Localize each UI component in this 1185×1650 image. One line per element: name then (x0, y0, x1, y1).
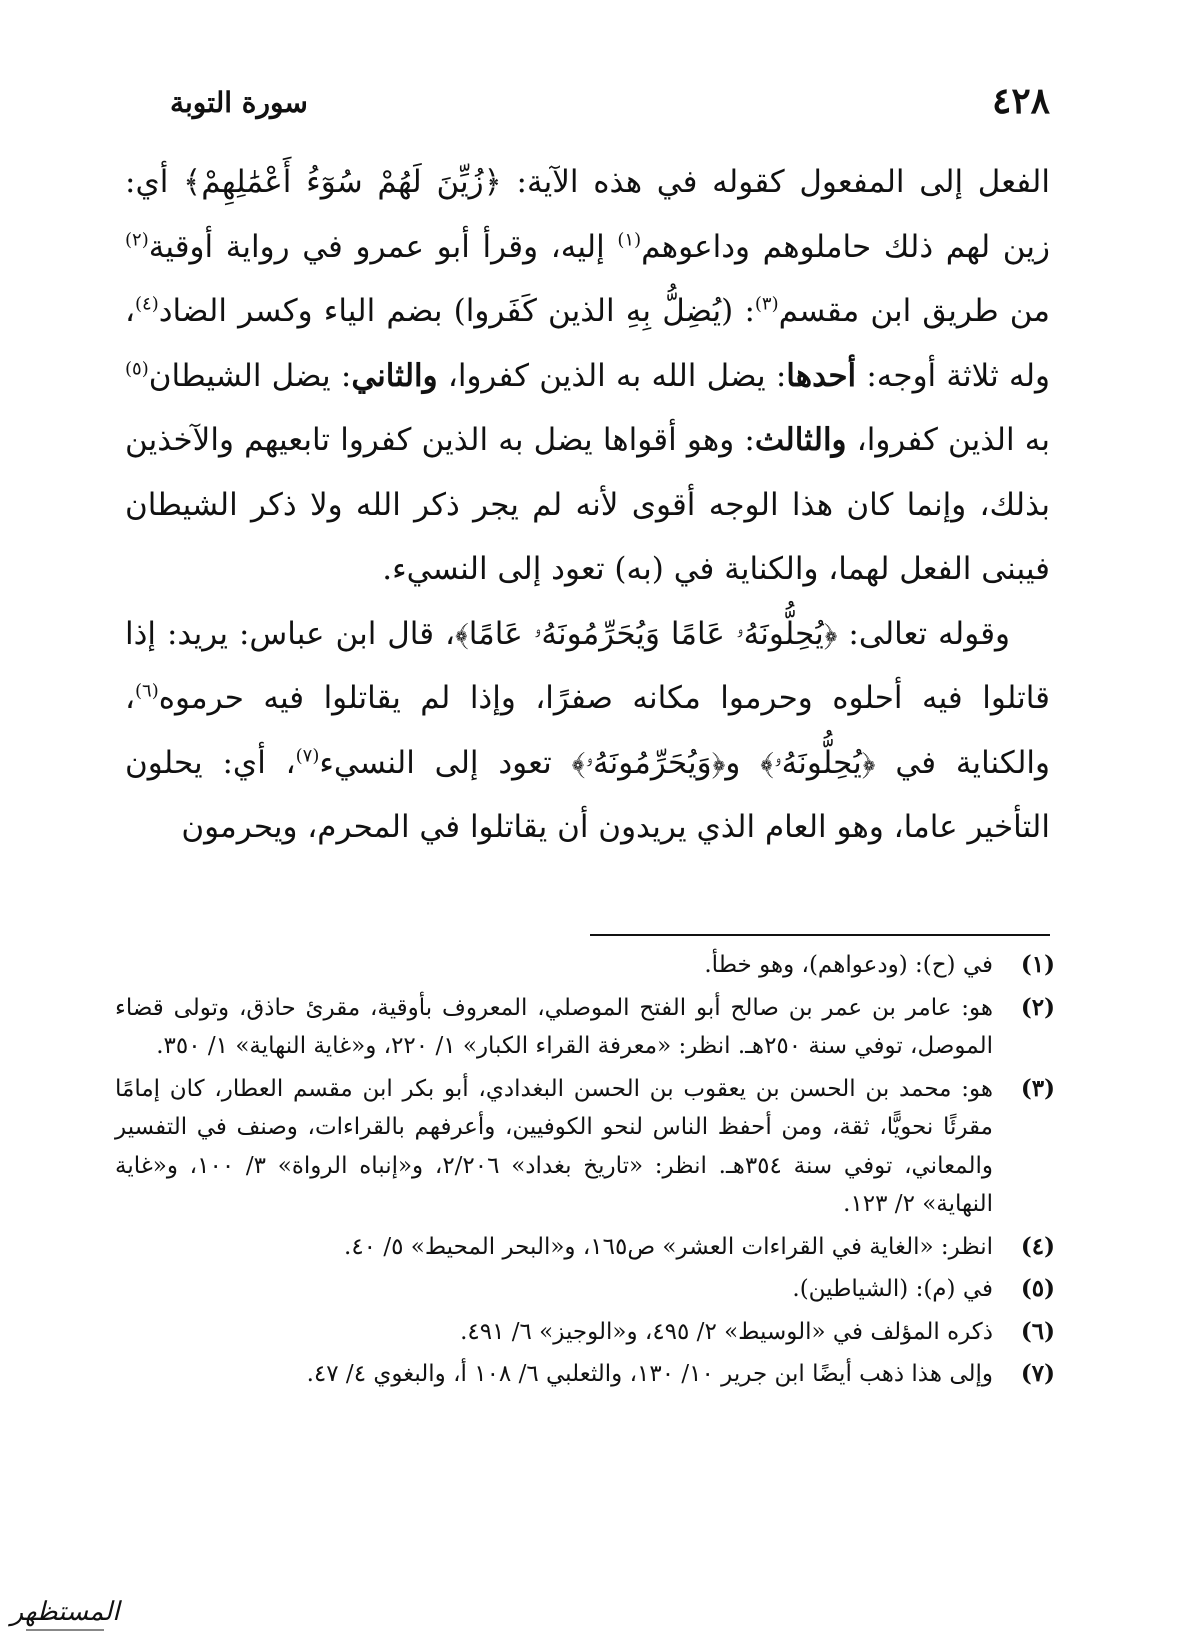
footnote-ref[interactable]: (٧) (295, 745, 320, 767)
quran-verse: ﴿زُيِّنَ لَهُمْ سُوٓءُ أَعْمَٰلِهِمْ﴾ (183, 164, 502, 200)
quran-verse: ﴿يُحِلُّونَهُۥ عَامًا وَيُحَرِّمُونَهُۥ عَامًا﴾ (455, 615, 838, 652)
logo-text: المستظهر (10, 1597, 120, 1627)
footnote-item (115, 989, 1055, 1066)
footnote-number: (١) (1020, 951, 1055, 978)
quran-verse: ﴿وَيُحَرِّمُونَهُۥ﴾ (571, 744, 726, 781)
text-span: الفعل إلى المفعول كقوله في هذه الآية: (501, 164, 1050, 200)
text-span: : يضل الشيطان (148, 357, 352, 394)
paragraph-1 (125, 150, 1050, 602)
text-span: ، والكناية في (125, 680, 1051, 781)
footnote-text: هو: عامر بن عمر بن صالح أبو الفتح الموصلي، المعروف بأوقية، مقرئ حاذق، وتولى قضاء الموصل، توفي سنة ٢٥٠هـ. انظر: «معرفة القراء الكبار» ١/ ٢٢٠، و«غاية النهاية» ١/ ٣٥٠. (115, 994, 993, 1059)
footnote-number: (٦) (1020, 1317, 1055, 1345)
footnote-number: (٥) (1020, 1275, 1055, 1302)
footnote-text: ذكره المؤلف في «الوسيط» ٢/ ٤٩٥، و«الوجيز» ٦/ ٤٩١. (460, 1318, 993, 1345)
footnote-number: (٤) (1020, 1232, 1055, 1260)
text-span: ، أي: يحلون التأخير عاما، وهو العام الذي يريدون أن يقاتلوا في المحرم، ويحرمون (125, 744, 1050, 845)
footnote-text: في (م): (الشياطين). (792, 1276, 993, 1302)
footnote-ref[interactable]: (٢) (125, 229, 149, 251)
footnote-text: انظر: «الغاية في القراءات العشر» ص١٦٥، و«البحر المحيط» ٥/ ٤٠. (344, 1233, 993, 1260)
footnote-separator (590, 934, 1050, 936)
running-title: سورة التوبة (170, 86, 308, 119)
footnote-text: هو: محمد بن الحسن بن يعقوب بن الحسن البغدادي، أبو بكر ابن مقسم العطار، كان إمامًا مقرئًا نحويًّا، ثقة، ومن أحفظ الناس لنحو الكوفيين، وأعرفهم بالقراءات، وصنف في التفسير والمعاني، توفي سنة ٣٥٤هـ. انظر: «تاريخ بغداد» ٢/٢٠٦، و«إنباه الرواة» ٣/ ١٠٠، و«غاية النهاية» ٢/ ١٢٣. (115, 1075, 993, 1217)
text-span: ، قال ابن عباس: يريد: إذا قاتلوا فيه أحلوه وحرموا مكانه صفرًا، وإذا لم يقاتلوا فيه حرموه (125, 615, 1050, 716)
footnote-item (115, 1070, 1055, 1224)
footnote-number: (٧) (1020, 1360, 1055, 1387)
bold-term: والثاني (351, 357, 438, 394)
footnote-number: (٣) (1020, 1074, 1055, 1102)
footnote-text: في (ح): (ودعواهم)، وهو خطأ. (704, 952, 993, 978)
footnote-ref[interactable]: (١) (617, 229, 642, 251)
text-span: من طريق ابن مقسم (778, 293, 1050, 329)
text-span: : وهو أقواها يضل به الذين كفروا تابعيهم والآخذين بذلك، وإنما كان هذا الوجه أقوى لأنه لم يجر ذكر الله ولا ذكر الشيطان فيبنى الفعل لهما، والكناية في (به) تعود إلى النسيء. (125, 422, 1050, 587)
footnote-number: (٢) (1020, 993, 1055, 1021)
bold-term: أحدها (786, 357, 857, 394)
main-text (125, 150, 1050, 860)
bold-term: والثالث (754, 422, 847, 458)
page-header (170, 80, 1050, 140)
footnote-item (115, 1355, 1055, 1394)
text-span: به الذين كفروا، (846, 422, 1050, 458)
text-span: وقوله تعالى: (837, 615, 1010, 652)
footnote-item (115, 1270, 1055, 1309)
quran-verse: ﴿يُحِلُّونَهُۥ﴾ (760, 744, 876, 781)
text-span: أي: زين لهم ذلك حاملوهم وداعوهم (125, 164, 1050, 265)
footnote-item (115, 1313, 1055, 1352)
footnote-item (115, 1228, 1055, 1267)
text-span: و (725, 744, 761, 781)
paragraph-2 (125, 602, 1050, 860)
text-span: : (يُضِلُّ بِهِ الذين كَفَروا) بضم الياء وكسر الضاد (158, 293, 755, 329)
footnote-ref[interactable]: (٤) (135, 293, 159, 315)
footnote-text: وإلى هذا ذهب أيضًا ابن جرير ١٠/ ١٣٠، والثعلبي ٦/ ١٠٨ أ، والبغوي ٤/ ٤٧. (306, 1361, 993, 1387)
calligraphy-logo (6, 1582, 124, 1638)
text-span: ، وله ثلاثة أوجه: (125, 293, 1051, 394)
page-number: ٤٢٨ (991, 80, 1050, 122)
footnote-ref[interactable]: (٥) (125, 358, 149, 380)
footnote-ref[interactable]: (٦) (135, 680, 159, 702)
footnotes (115, 946, 1055, 1398)
footnote-ref[interactable]: (٣) (754, 293, 779, 315)
text-span: تعود إلى النسيء (319, 744, 572, 781)
text-span: : يضل الله به الذين كفروا، (437, 357, 787, 394)
footnote-item (115, 946, 1055, 985)
text-span: إليه، وقرأ أبو عمرو في رواية أوقية (148, 228, 618, 265)
